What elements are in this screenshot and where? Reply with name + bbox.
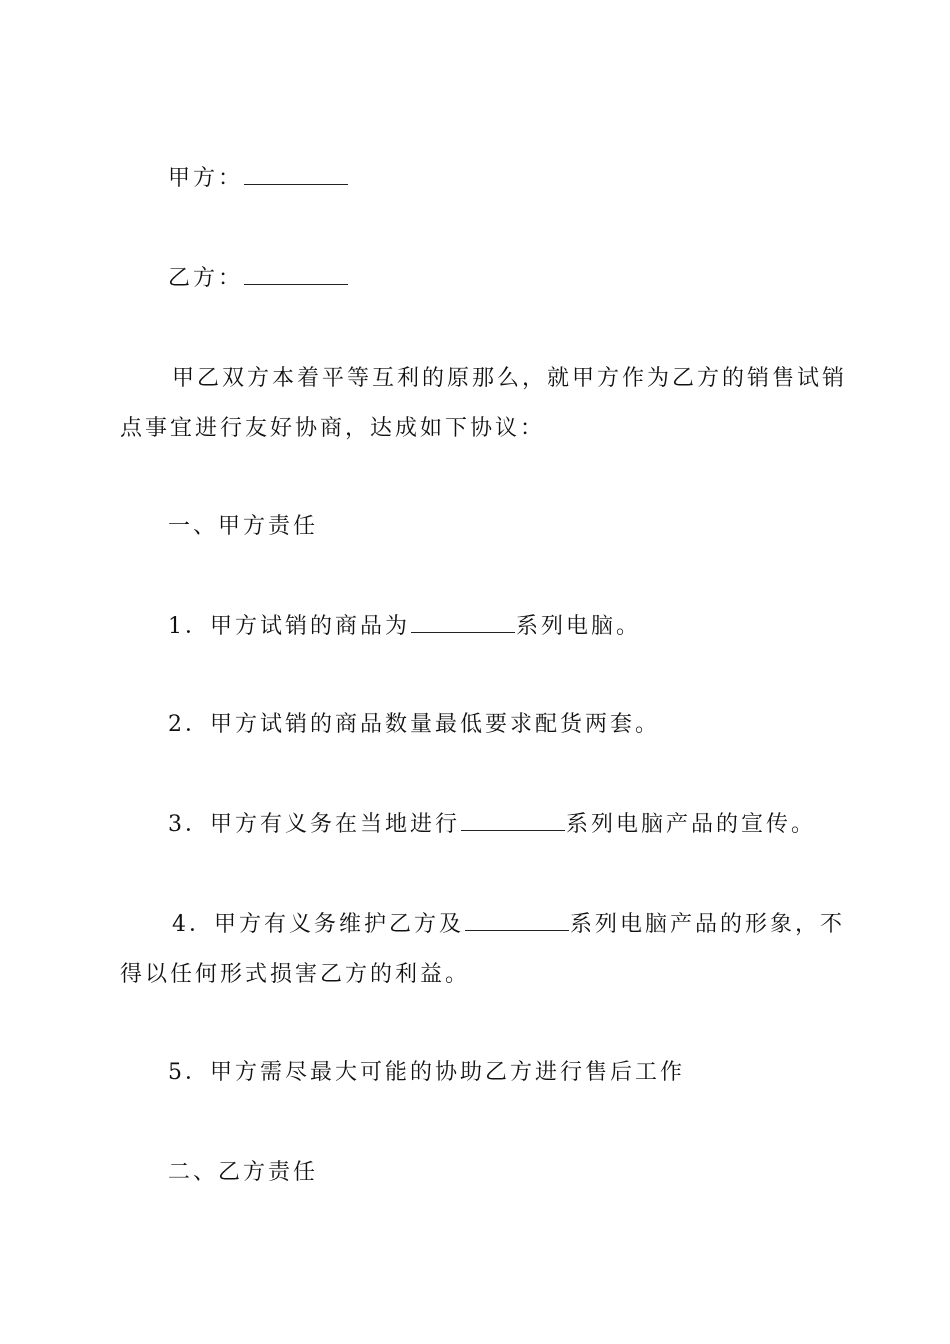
item-1 (168, 614, 641, 640)
item-3 (168, 812, 816, 838)
item-1-blank (411, 614, 515, 633)
party-b-blank (244, 266, 348, 285)
item-5: 5．甲方需尽最大可能的协助乙方进行售后工作 (168, 1060, 685, 1085)
party-a-blank (244, 166, 348, 185)
intro-line-1: 甲乙双方本着平等互利的原那么，就甲方作为乙方的销售试销 (172, 366, 848, 391)
party-b-label: 乙方： (168, 266, 244, 291)
item-1-pre: 1．甲方试销的商品为 (168, 614, 410, 639)
item-4-line-2: 得以任何形式损害乙方的利益。 (120, 962, 471, 987)
item-4-line-1 (172, 912, 845, 938)
item-4-blank (465, 912, 569, 931)
item-2: 2．甲方试销的商品数量最低要求配货两套。 (168, 712, 660, 737)
item-4-pre: 4．甲方有义务维护乙方及 (172, 912, 464, 937)
party-a-label: 甲方： (168, 166, 244, 191)
section-2-title: 二、乙方责任 (168, 1160, 319, 1185)
party-b-line (168, 266, 349, 292)
intro-line-2: 点事宜进行友好协商，达成如下协议： (120, 416, 546, 441)
item-3-post: 系列电脑产品的宣传。 (566, 812, 817, 837)
item-3-blank (461, 812, 565, 831)
section-1-title: 一、甲方责任 (168, 514, 319, 539)
party-a-line (168, 166, 349, 192)
item-4-post: 系列电脑产品的形象，不 (570, 912, 846, 937)
item-1-post: 系列电脑。 (516, 614, 642, 639)
item-3-pre: 3．甲方有义务在当地进行 (168, 812, 460, 837)
